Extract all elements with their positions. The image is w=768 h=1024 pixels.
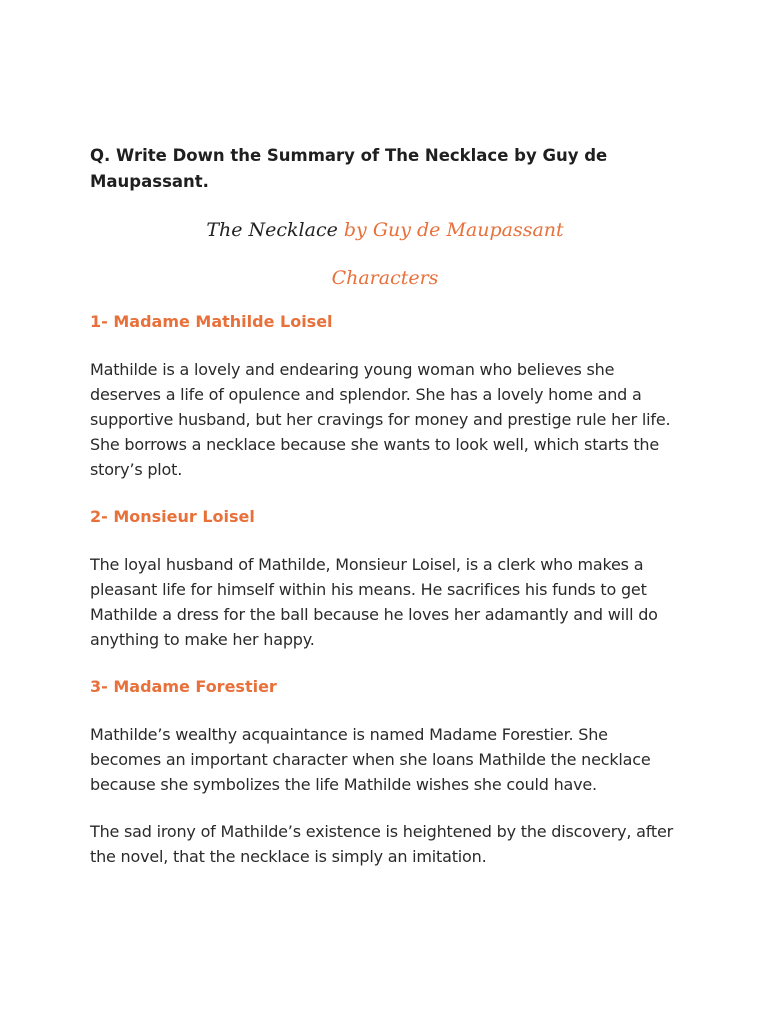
title-author: by Guy de Maupassant: [343, 219, 564, 241]
title-work: The Necklace: [206, 219, 338, 241]
section-subtitle: Characters: [331, 267, 439, 289]
character-paragraph-3: Mathilde’s wealthy acquaintance is named Madame Forestier. She becomes an important character when she loans Mathilde the necklace because she symbolizes the life Mathilde wishes she could have.: [90, 725, 651, 794]
character-paragraph-4: The sad irony of Mathilde’s existence is heightened by the discovery, after the novel, that the necklace is simply an imitation.: [90, 822, 674, 866]
character-heading-2: 2- Monsieur Loisel: [90, 507, 255, 526]
document-title: [90, 215, 680, 245]
question-heading: Q. Write Down the Summary of The Necklace by Guy de Maupassant.: [90, 146, 608, 191]
character-paragraph-2: The loyal husband of Mathilde, Monsieur Loisel, is a clerk who makes a pleasant life for himself within his means. He sacrifices his funds to get Mathilde a dress for the ball because he loves her adamantly and will do anything to make her happy.: [90, 555, 658, 649]
character-paragraph-1: Mathilde is a lovely and endearing young woman who believes she deserves a life of opulence and splendor. She has a lovely home and a supportive husband, but her cravings for money and prestige rule her life. She borrows a necklace because she wants to look well, which starts the story’s plot.: [90, 360, 671, 479]
character-heading-1: 1- Madame Mathilde Loisel: [90, 312, 333, 331]
character-heading-3: 3- Madame Forestier: [90, 677, 277, 696]
document-page: [90, 143, 680, 869]
